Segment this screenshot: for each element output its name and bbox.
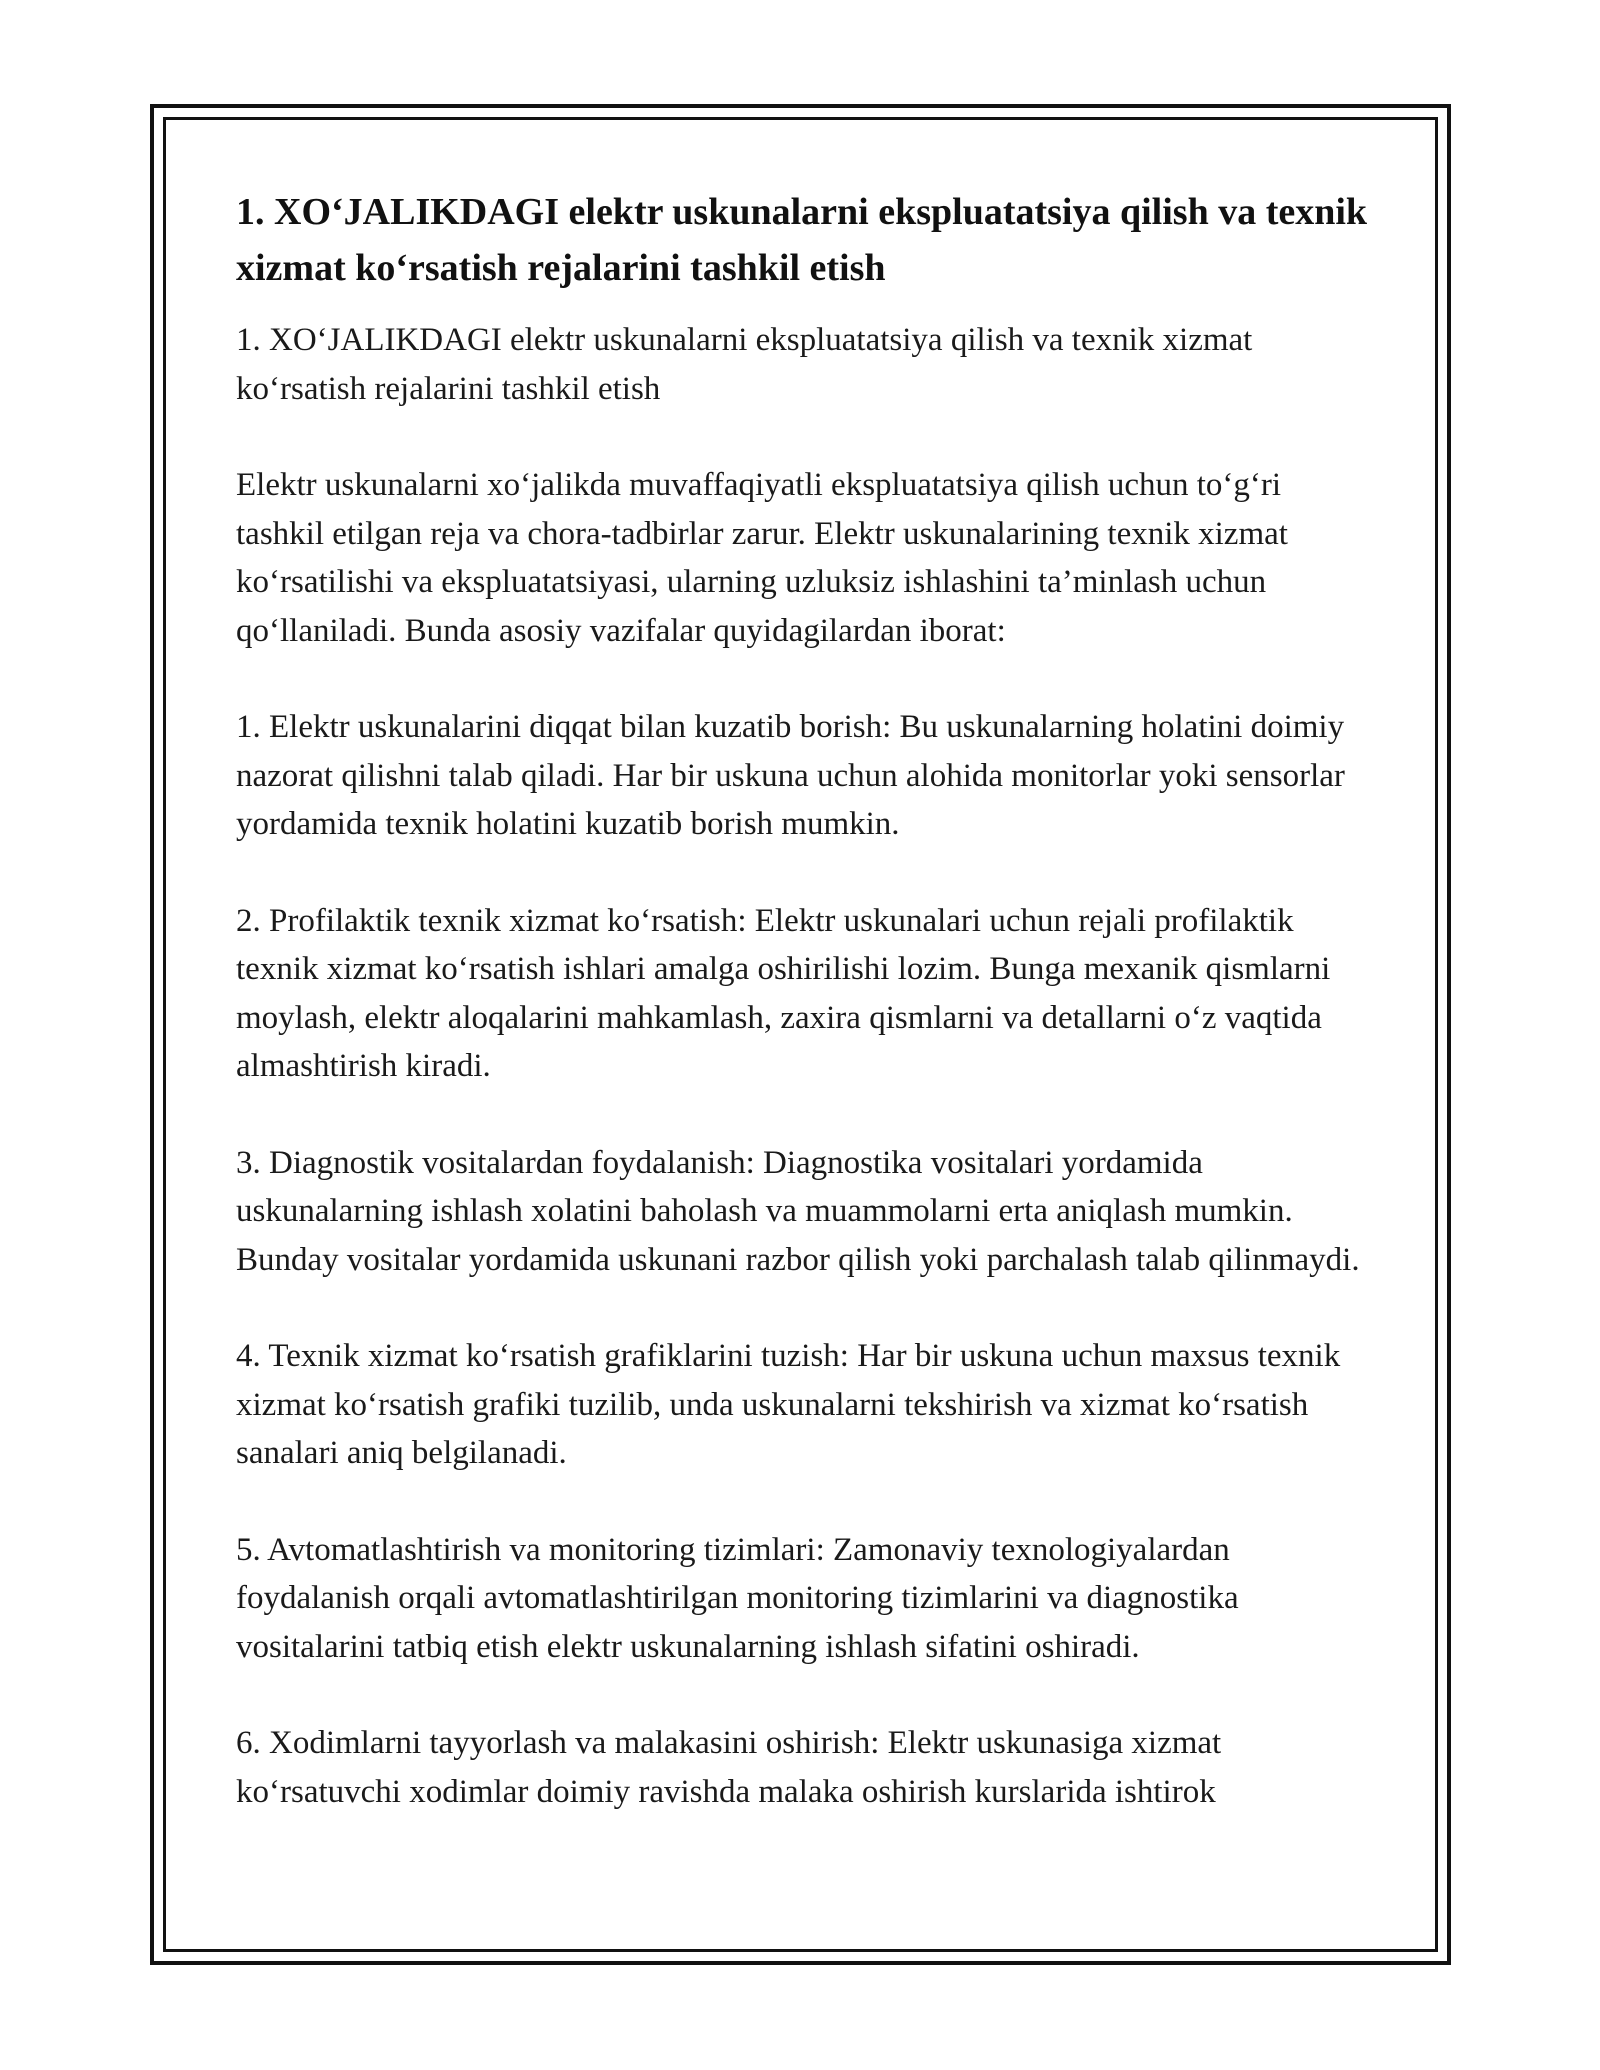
document-title: 1. XO‘JALIKDAGI elektr uskunalarni ekspluatatsiya qilish va texnik xizmat ko‘rsatish rejalarini tashkil etish [236,191,1368,289]
paragraph-item-6: 6. Xodimlarni tayyorlash va malakasini oshirish: Elektr uskunasiga xizmat ko‘rsatuvchi xodimlar doimiy ravishda malaka oshirish kurslarida ishtirok [236,1725,1222,1810]
paragraph-item-3: 3. Diagnostik vositalardan foydalanish: Diagnostika vositalari yordamida uskunalarning ishlash xolatini baholash va muammolarni erta aniqlash mumkin. Bunday vositalar yordamida uskunani razbor qilish yoki parchalash talab qilinmaydi. [236,1144,1360,1278]
paragraph-item-2: 2. Profilaktik texnik xizmat ko‘rsatish: Elektr uskunalari uchun rejali profilaktik texnik xizmat ko‘rsatish ishlari amalga oshirilishi lozim. Bunga mexanik qismlarni moylash, elektr aloqalarini mahkamlash, zaxira qismlarni va detallarni o‘z vaqtida almashtirish kiradi. [236,902,1331,1084]
paragraph-item-5: 5. Avtomatlashtirish va monitoring tizimlari: Zamonaviy texnologiyalardan foydalanish orqali avtomatlashtirilgan monitoring tizimlarini va diagnostika vositalarini tatbiq etish elektr uskunalarning ishlash sifatini oshiradi. [236,1531,1239,1665]
paragraph-intro-title: 1. XO‘JALIKDAGI elektr uskunalarni ekspluatatsiya qilish va texnik xizmat ko‘rsatish rejalarini tashkil etish [236,322,1253,407]
document-body [236,184,1376,1864]
paragraph-item-4: 4. Texnik xizmat ko‘rsatish grafiklarini tuzish: Har bir uskuna uchun maxsus texnik xizmat ko‘rsatish grafiki tuzilib, unda uskunalarni tekshirish va xizmat ko‘rsatish sanalari aniq belgilanadi. [236,1338,1341,1471]
paragraph-item-1: 1. Elektr uskunalarini diqqat bilan kuzatib borish: Bu uskunalarning holatini doimiy nazorat qilishni talab qiladi. Har bir uskuna uchun alohida monitorlar yoki sensorlar yordamida texnik holatini kuzatib borish mumkin. [236,709,1345,842]
paragraph-overview: Elektr uskunalarni xo‘jalikda muvaffaqiyatli ekspluatatsiya qilish uchun to‘g‘ri tashkil etilgan reja va chora-tadbirlar zarur. Elektr uskunalarining texnik xizmat ko‘rsatilishi va ekspluatatsiyasi, ularning uzluksiz ishlashini ta’minlash uchun qo‘llaniladi. Bunda asosiy vazifalar quyidagilardan iborat: [236,467,1288,649]
